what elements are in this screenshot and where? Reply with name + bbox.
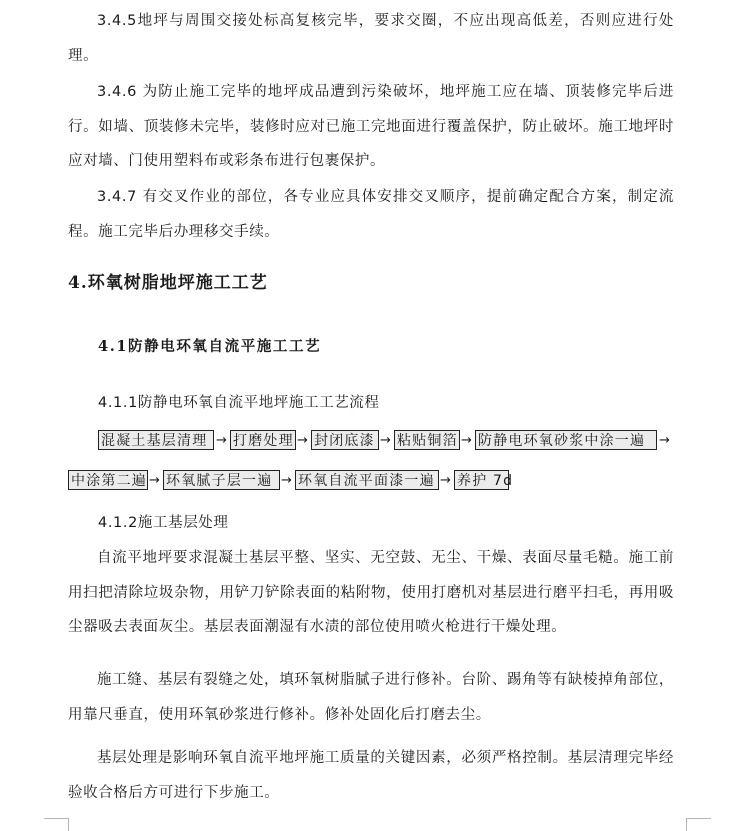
flow-step-6: 中涂第二遍 [68, 470, 148, 490]
flow-step-9: 养护 7d [454, 470, 509, 490]
flow-arrow-icon: → [149, 473, 160, 488]
paragraph-base-requirements: 自流平地坪要求混凝土基层平整、坚实、无空鼓、无尘、干燥、表面尽量毛糙。施工前用扫把清除垃圾杂物，用铲刀铲除表面的粘附物，使用打磨机对基层进行磨平扫毛，再用吸尘器吸去表面灰尘。基层表面潮湿有水渍的部位使用喷火枪进行干燥处理。 [68, 550, 674, 635]
process-flow-row-2 [0, 470, 755, 492]
flow-arrow-icon: → [440, 473, 451, 488]
section-heading-4-1: 4.1防静电环氧自流平施工工艺 [98, 338, 322, 355]
section-heading-4: 4.环氧树脂地坪施工工艺 [68, 273, 268, 293]
page-corner-mark-right [686, 818, 711, 831]
flow-step-3: 封闭底漆 [311, 430, 379, 450]
page-corner-mark-left [44, 818, 69, 831]
paragraph-crack-repair: 施工缝、基层有裂缝之处，填环氧树脂腻子进行修补。台阶、踢角等有缺棱掉角部位，用靠尺垂直，使用环氧砂浆进行修补。修补处固化后打磨去尘。 [68, 672, 674, 723]
flow-arrow-icon: → [659, 433, 670, 448]
flow-arrow-icon: → [216, 433, 227, 448]
flow-arrow-icon: → [380, 433, 391, 448]
process-flow-row-1 [0, 430, 755, 452]
flow-step-7: 环氧腻子层一遍 [163, 470, 280, 490]
flow-step-5: 防静电环氧砂浆中涂一遍 [475, 430, 657, 450]
paragraph-quality-control: 基层处理是影响环氧自流平地坪施工质量的关键因素，必须严格控制。基层清理完毕经验收合格后方可进行下步施工。 [68, 750, 674, 801]
flow-step-2: 打磨处理 [230, 430, 296, 450]
flow-step-1: 混凝土基层清理 [98, 430, 214, 450]
subheading-4-1-2: 4.1.2施工基层处理 [98, 515, 229, 531]
flow-arrow-icon: → [461, 433, 472, 448]
flow-arrow-icon: → [281, 473, 292, 488]
flow-step-8: 环氧自流平面漆一遍 [295, 470, 439, 490]
paragraph-3-4-7: 3.4.7 有交叉作业的部位，各专业应具体安排交叉顺序，提前确定配合方案，制定流程。施工完毕后办理移交手续。 [68, 189, 674, 240]
paragraph-3-4-5: 3.4.5地坪与周围交接处标高复核完毕，要求交圈，不应出现高低差，否则应进行处理。 [68, 13, 674, 64]
flow-step-4: 粘贴铜箔 [394, 430, 460, 450]
subheading-4-1-1: 4.1.1防静电环氧自流平地坪施工工艺流程 [98, 395, 380, 411]
flow-arrow-icon: → [297, 433, 308, 448]
paragraph-3-4-6: 3.4.6 为防止施工完毕的地坪成品遭到污染破坏，地坪施工应在墙、顶装修完毕后进行。如墙、顶装修未完毕，装修时应对已施工完地面进行覆盖保护，防止破坏。施工地坪时应对墙、门使用塑料布或彩条布进行包裹保护。 [68, 84, 674, 169]
